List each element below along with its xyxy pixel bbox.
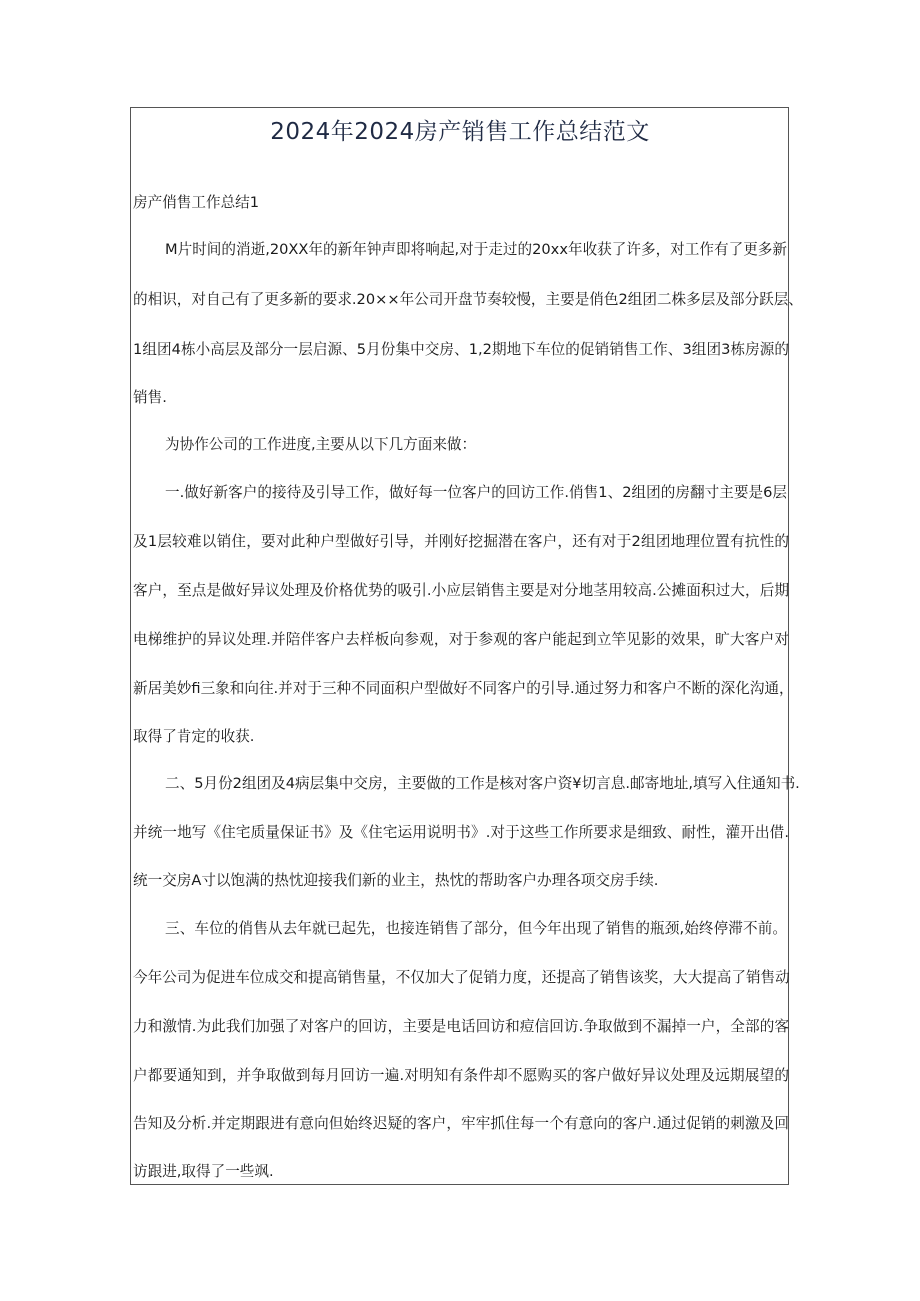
paragraph-line: 为协作公司的工作进度,主要从以下几方面来做： xyxy=(165,436,477,453)
paragraph-line: 销售. xyxy=(133,389,167,406)
paragraph-line: 户都要通知到，并争取做到每月回访一遍.对明知有条件却不愿购买的客户做好异议处理及远期展望的 xyxy=(133,1067,789,1084)
paragraph-line: 新居美妙fi三象和向往.并对于三种不同面积户型做好不同客户的引导.通过努力和客户不断的深化沟通， xyxy=(133,680,794,697)
paragraph-line: 电梯维护的异议处理.并陪伴客户去样板向参观，对于参观的客户能起到立竿见影的效果，旷大客户对 xyxy=(133,631,789,648)
paragraph-line: 今年公司为促进车位成交和提高销售量，不仅加大了促销力度，还提高了销售该奖，大大提高了销售动 xyxy=(133,969,790,986)
paragraph-line: 三、车位的俏售从去年就已起先，也接连销售了部分，但今年出现了销售的瓶颈,始终停滞不前。 xyxy=(165,920,787,937)
document-title: 2024年2024房产销售工作总结范文 xyxy=(270,119,650,145)
paragraph-line: 的相识，对自己有了更多新的要求.20××年公司开盘节奏较慢，主要是俏色2组团二株多层及部分跃层、 xyxy=(133,291,803,308)
paragraph-line: 一.做好新客户的接待及引导工作，做好每一位客户的回访工作.俏售1、2组团的房翻寸主要是6层 xyxy=(165,484,787,501)
paragraph-line: 1组团4栋小高层及部分一层启源、5月份集中交房、1,2期地下车位的促销销售工作、3组团3栋房源的 xyxy=(133,341,789,358)
paragraph-line: 告知及分析.并定期跟进有意向但始终迟疑的客户，牢牢抓住每一个有意向的客户.通过促销的刺激及回 xyxy=(133,1115,789,1132)
paragraph-line: 访跟进,取得了一些飒. xyxy=(133,1163,274,1180)
paragraph-line: 统一交房A寸以饱满的热忱迎接我们新的业主，热忱的帮助客户办理各项交房手续. xyxy=(133,872,659,889)
paragraph-line: M片时间的消逝,20XX年的新年钟声即将响起,对于走过的20xx年收获了许多，对工作有了更多新 xyxy=(165,241,787,258)
paragraph-line: 客户，至点是做好异议处理及价格优势的吸引.小应层销售主要是对分地茎用较高.公摊面积过大，后期 xyxy=(133,582,789,599)
paragraph-line: 二、5月份2组团及4病层集中交房，主要做的工作是核对客户资¥切言息.邮寄地址,填写入住通知书. xyxy=(165,775,800,792)
paragraph-line: 并统一地写《住宅质量保证书》及《住宅运用说明书》.对于这些工作所要求是细致、耐性，灌开出借. xyxy=(133,824,789,841)
paragraph-line: 力和激情.为此我们加强了对客户的回访，主要是电话回访和痘信回访.争取做到不漏掉一户，全部的客 xyxy=(133,1018,789,1035)
section-heading: 房产俏售工作总结1 xyxy=(133,194,260,211)
paragraph-line: 及1层较难以销住，要对此种户型做好引导，并刚好挖掘潜在客户，还有对于2组团地理位置有抗性的 xyxy=(133,533,789,550)
paragraph-line: 取得了肯定的收获. xyxy=(133,728,255,745)
